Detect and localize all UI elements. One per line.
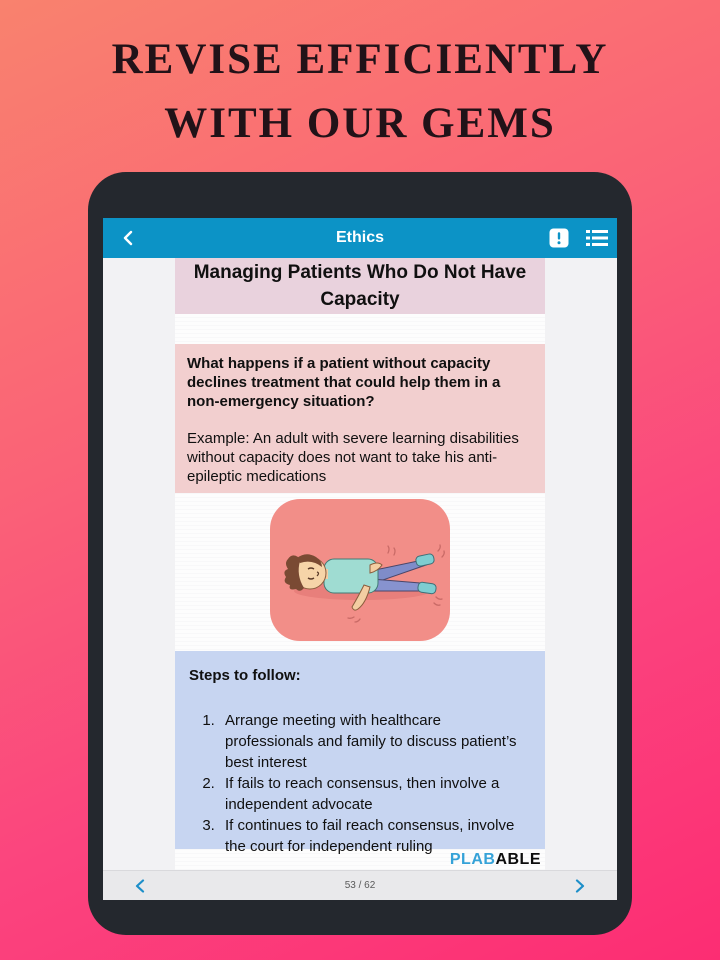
poster-title-line1: REVISE EFFICIENTLY xyxy=(111,36,609,83)
question-example: Example: An adult with severe learning disabilities without capacity does not want to take his anti-epileptic medications xyxy=(187,430,519,485)
brand-logo-plab: PLAB xyxy=(449,850,496,868)
next-chevron-icon xyxy=(575,879,585,893)
question-text: What happens if a patient without capacity declines treatment that could help them in a non-emergency situation? xyxy=(187,355,501,410)
app-top-bar xyxy=(103,218,617,258)
toc-button[interactable] xyxy=(585,226,609,250)
steps-list xyxy=(219,710,531,857)
flashcard-page xyxy=(175,258,545,870)
appbar-actions xyxy=(547,218,609,258)
next-page-button[interactable] xyxy=(563,871,597,900)
illustration-section xyxy=(175,493,545,651)
brand-logo-able: ABLE xyxy=(495,850,541,868)
page-title: Ethics xyxy=(335,229,384,246)
page-indicator: 53 / 62 xyxy=(344,880,376,891)
step-item-2: 2. If fails to reach consensus, then involve a independent advocate xyxy=(219,773,531,815)
question-section xyxy=(175,344,545,493)
app-screen xyxy=(103,218,617,900)
tablet-frame xyxy=(88,172,632,935)
previous-page-button[interactable] xyxy=(123,871,157,900)
poster-title xyxy=(0,28,720,156)
prev-chevron-icon xyxy=(135,879,145,893)
poster-title-line2: WITH OUR GEMS xyxy=(164,100,556,147)
seizure-illustration xyxy=(270,499,450,641)
step-item-3: 3. If continues to fail reach consensus, involve the court for independent ruling xyxy=(219,815,531,857)
back-chevron-icon xyxy=(122,230,134,246)
card-title: Managing Patients Who Do Not Have Capacity xyxy=(175,258,545,314)
back-button[interactable] xyxy=(113,218,143,258)
step-item-1: 1. Arrange meeting with healthcare professionals and family to discuss patient’s best interest xyxy=(219,710,531,773)
pager-bar xyxy=(103,870,617,900)
steps-heading: Steps to follow: xyxy=(189,667,301,684)
report-button[interactable] xyxy=(547,226,571,250)
steps-section xyxy=(175,651,545,855)
list-icon xyxy=(586,229,608,247)
spacer-strip xyxy=(175,314,545,344)
alert-icon xyxy=(549,228,569,248)
